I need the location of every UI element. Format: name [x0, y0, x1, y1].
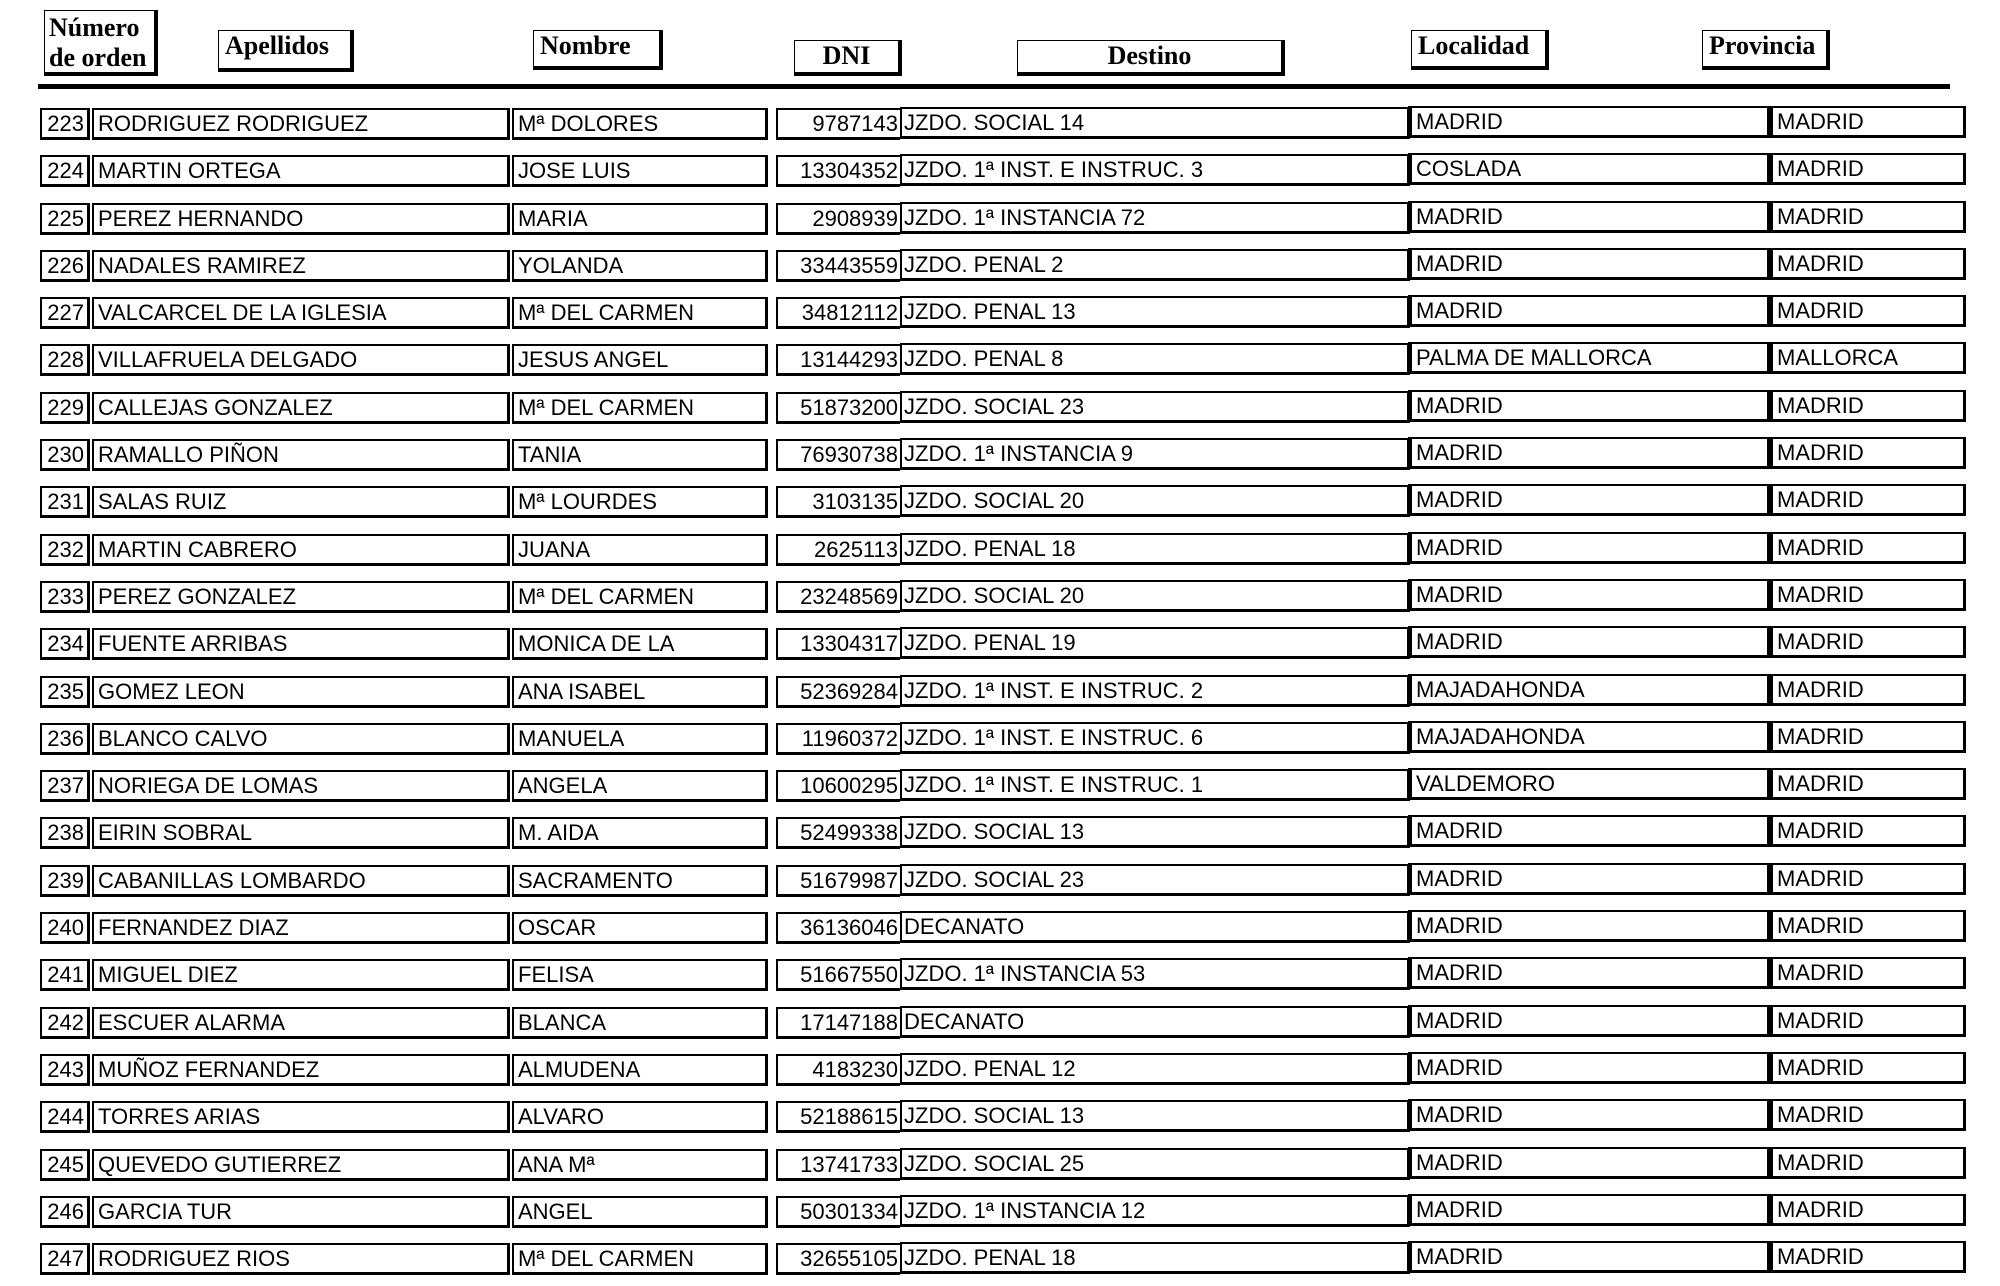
apellidos-cell: NORIEGA DE LOMAS	[92, 770, 510, 802]
table-row	[0, 482, 2000, 529]
nombre-cell: ALVARO	[512, 1101, 768, 1133]
table-row	[0, 199, 2000, 246]
dni-cell: 23248569	[776, 581, 900, 613]
table-row	[0, 388, 2000, 435]
nombre-cell: JESUS ANGEL	[512, 344, 768, 376]
localidad-cell: MADRID	[1408, 1099, 1770, 1131]
provincia-cell: MADRID	[1770, 484, 1966, 516]
destino-cell: JZDO. PENAL 19	[900, 627, 1410, 659]
provincia-cell: MADRID	[1770, 248, 1966, 280]
localidad-cell: MADRID	[1408, 579, 1770, 611]
nombre-cell: M. AIDA	[512, 817, 768, 849]
provincia-cell: MADRID	[1770, 1052, 1966, 1084]
header-rule	[38, 84, 1950, 89]
apellidos-cell: GARCIA TUR	[92, 1196, 510, 1228]
localidad-cell: MADRID	[1408, 815, 1770, 847]
row-number-cell: 231	[40, 486, 90, 518]
localidad-cell: MADRID	[1408, 532, 1770, 564]
table-row	[0, 813, 2000, 860]
row-number-cell: 234	[40, 628, 90, 660]
destino-cell: JZDO. PENAL 13	[900, 296, 1410, 328]
row-number-cell: 228	[40, 344, 90, 376]
provincia-cell: MADRID	[1770, 295, 1966, 327]
nombre-cell: ANA ISABEL	[512, 676, 768, 708]
table-row	[0, 1192, 2000, 1239]
destino-cell: JZDO. 1ª INST. E INSTRUC. 2	[900, 675, 1410, 707]
destino-cell: JZDO. PENAL 8	[900, 343, 1410, 375]
destino-cell: JZDO. SOCIAL 14	[900, 107, 1410, 139]
destino-cell: JZDO. PENAL 12	[900, 1053, 1410, 1085]
nombre-cell: Mª DOLORES	[512, 108, 768, 140]
row-number-cell: 240	[40, 912, 90, 944]
nombre-cell: Mª DEL CARMEN	[512, 1243, 768, 1275]
table-row	[0, 1097, 2000, 1144]
row-number-cell: 233	[40, 581, 90, 613]
row-number-cell: 232	[40, 534, 90, 566]
table-row	[0, 293, 2000, 340]
nombre-cell: ANGELA	[512, 770, 768, 802]
destino-cell: JZDO. SOCIAL 23	[900, 864, 1410, 896]
nombre-cell: JUANA	[512, 534, 768, 566]
localidad-cell: MADRID	[1408, 1147, 1770, 1179]
destino-cell: JZDO. PENAL 18	[900, 1242, 1410, 1274]
row-number-cell: 225	[40, 203, 90, 235]
dni-cell: 13304317	[776, 628, 900, 660]
localidad-cell: MADRID	[1408, 910, 1770, 942]
dni-cell: 33443559	[776, 250, 900, 282]
destino-cell: JZDO. 1ª INSTANCIA 72	[900, 202, 1410, 234]
localidad-cell: MADRID	[1408, 295, 1770, 327]
apellidos-cell: ESCUER ALARMA	[92, 1007, 510, 1039]
destino-cell: JZDO. SOCIAL 20	[900, 485, 1410, 517]
row-number-cell: 242	[40, 1007, 90, 1039]
nombre-cell: MONICA DE LA	[512, 628, 768, 660]
dni-cell: 51679987	[776, 865, 900, 897]
nombre-cell: BLANCA	[512, 1007, 768, 1039]
localidad-cell: MADRID	[1408, 437, 1770, 469]
dni-cell: 13144293	[776, 344, 900, 376]
table-row	[0, 1003, 2000, 1050]
apellidos-cell: MUÑOZ FERNANDEZ	[92, 1054, 510, 1086]
nombre-cell: YOLANDA	[512, 250, 768, 282]
destino-cell: JZDO. 1ª INST. E INSTRUC. 1	[900, 769, 1410, 801]
nombre-cell: ANA Mª	[512, 1149, 768, 1181]
table-row	[0, 1050, 2000, 1097]
table-row	[0, 624, 2000, 671]
localidad-cell: VALDEMORO	[1408, 768, 1770, 800]
apellidos-cell: SALAS RUIZ	[92, 486, 510, 518]
dni-cell: 34812112	[776, 297, 900, 329]
table-row	[0, 955, 2000, 1002]
provincia-cell: MADRID	[1770, 201, 1966, 233]
row-number-cell: 244	[40, 1101, 90, 1133]
row-number-cell: 239	[40, 865, 90, 897]
nombre-cell: MARIA	[512, 203, 768, 235]
nombre-cell: OSCAR	[512, 912, 768, 944]
localidad-cell: MADRID	[1408, 957, 1770, 989]
dni-cell: 51873200	[776, 392, 900, 424]
dni-cell: 2908939	[776, 203, 900, 235]
dni-cell: 11960372	[776, 723, 900, 755]
table-row	[0, 340, 2000, 387]
table-row	[0, 577, 2000, 624]
destino-cell: JZDO. 1ª INST. E INSTRUC. 6	[900, 722, 1410, 754]
table-row	[0, 719, 2000, 766]
dni-cell: 13741733	[776, 1149, 900, 1181]
provincia-cell: MADRID	[1770, 437, 1966, 469]
dni-cell: 4183230	[776, 1054, 900, 1086]
provincia-cell: MADRID	[1770, 390, 1966, 422]
header-destino: Destino	[1017, 40, 1285, 76]
destino-cell: DECANATO	[900, 911, 1410, 943]
dni-cell: 36136046	[776, 912, 900, 944]
table-body	[0, 104, 2000, 1286]
header-numero-line1: Número	[49, 13, 140, 42]
table-row	[0, 104, 2000, 151]
apellidos-cell: MARTIN CABRERO	[92, 534, 510, 566]
localidad-cell: MAJADAHONDA	[1408, 674, 1770, 706]
destino-cell: JZDO. 1ª INSTANCIA 53	[900, 958, 1410, 990]
nombre-cell: Mª LOURDES	[512, 486, 768, 518]
provincia-cell: MADRID	[1770, 957, 1966, 989]
localidad-cell: COSLADA	[1408, 153, 1770, 185]
row-number-cell: 237	[40, 770, 90, 802]
localidad-cell: MADRID	[1408, 626, 1770, 658]
nombre-cell: JOSE LUIS	[512, 155, 768, 187]
nombre-cell: ALMUDENA	[512, 1054, 768, 1086]
dni-cell: 10600295	[776, 770, 900, 802]
dni-cell: 52188615	[776, 1101, 900, 1133]
apellidos-cell: RAMALLO PIÑON	[92, 439, 510, 471]
provincia-cell: MADRID	[1770, 153, 1966, 185]
nombre-cell: Mª DEL CARMEN	[512, 581, 768, 613]
apellidos-cell: PEREZ GONZALEZ	[92, 581, 510, 613]
dni-cell: 9787143	[776, 108, 900, 140]
apellidos-cell: FERNANDEZ DIAZ	[92, 912, 510, 944]
dni-cell: 52499338	[776, 817, 900, 849]
provincia-cell: MADRID	[1770, 1147, 1966, 1179]
apellidos-cell: MARTIN ORTEGA	[92, 155, 510, 187]
dni-cell: 76930738	[776, 439, 900, 471]
destino-cell: JZDO. 1ª INSTANCIA 12	[900, 1195, 1410, 1227]
row-number-cell: 241	[40, 959, 90, 991]
localidad-cell: MADRID	[1408, 484, 1770, 516]
header-nombre: Nombre	[533, 30, 663, 70]
table-row	[0, 908, 2000, 955]
table-row	[0, 861, 2000, 908]
dni-cell: 51667550	[776, 959, 900, 991]
table-row	[0, 672, 2000, 719]
provincia-cell: MADRID	[1770, 579, 1966, 611]
header-dni: DNI	[794, 40, 902, 76]
row-number-cell: 227	[40, 297, 90, 329]
provincia-cell: MADRID	[1770, 721, 1966, 753]
provincia-cell: MADRID	[1770, 532, 1966, 564]
header-localidad: Localidad	[1411, 30, 1549, 70]
destino-cell: JZDO. 1ª INST. E INSTRUC. 3	[900, 154, 1410, 186]
header-apellidos: Apellidos	[218, 30, 354, 72]
apellidos-cell: VALCARCEL DE LA IGLESIA	[92, 297, 510, 329]
localidad-cell: MADRID	[1408, 1052, 1770, 1084]
apellidos-cell: BLANCO CALVO	[92, 723, 510, 755]
apellidos-cell: FUENTE ARRIBAS	[92, 628, 510, 660]
apellidos-cell: EIRIN SOBRAL	[92, 817, 510, 849]
nombre-cell: MANUELA	[512, 723, 768, 755]
table-row	[0, 1239, 2000, 1286]
nombre-cell: SACRAMENTO	[512, 865, 768, 897]
apellidos-cell: TORRES ARIAS	[92, 1101, 510, 1133]
provincia-cell: MADRID	[1770, 863, 1966, 895]
apellidos-cell: VILLAFRUELA DELGADO	[92, 344, 510, 376]
localidad-cell: MADRID	[1408, 390, 1770, 422]
apellidos-cell: RODRIGUEZ RODRIGUEZ	[92, 108, 510, 140]
row-number-cell: 224	[40, 155, 90, 187]
nombre-cell: FELISA	[512, 959, 768, 991]
dni-cell: 32655105	[776, 1243, 900, 1275]
dni-cell: 2625113	[776, 534, 900, 566]
nombre-cell: ANGEL	[512, 1196, 768, 1228]
row-number-cell: 236	[40, 723, 90, 755]
destino-cell: DECANATO	[900, 1006, 1410, 1038]
apellidos-cell: CABANILLAS LOMBARDO	[92, 865, 510, 897]
table-row	[0, 151, 2000, 198]
localidad-cell: MADRID	[1408, 248, 1770, 280]
nombre-cell: Mª DEL CARMEN	[512, 392, 768, 424]
provincia-cell: MADRID	[1770, 1194, 1966, 1226]
destino-cell: JZDO. SOCIAL 13	[900, 816, 1410, 848]
provincia-cell: MADRID	[1770, 626, 1966, 658]
apellidos-cell: NADALES RAMIREZ	[92, 250, 510, 282]
localidad-cell: MADRID	[1408, 106, 1770, 138]
table-row	[0, 435, 2000, 482]
dni-cell: 13304352	[776, 155, 900, 187]
destino-cell: JZDO. 1ª INSTANCIA 9	[900, 438, 1410, 470]
row-number-cell: 238	[40, 817, 90, 849]
provincia-cell: MADRID	[1770, 768, 1966, 800]
dni-cell: 17147188	[776, 1007, 900, 1039]
provincia-cell: MADRID	[1770, 815, 1966, 847]
localidad-cell: MADRID	[1408, 1194, 1770, 1226]
row-number-cell: 246	[40, 1196, 90, 1228]
dni-cell: 52369284	[776, 676, 900, 708]
apellidos-cell: RODRIGUEZ RIOS	[92, 1243, 510, 1275]
destino-cell: JZDO. SOCIAL 13	[900, 1100, 1410, 1132]
localidad-cell: PALMA DE MALLORCA	[1408, 342, 1770, 374]
destino-cell: JZDO. SOCIAL 25	[900, 1148, 1410, 1180]
destino-cell: JZDO. SOCIAL 23	[900, 391, 1410, 423]
localidad-cell: MADRID	[1408, 1005, 1770, 1037]
apellidos-cell: MIGUEL DIEZ	[92, 959, 510, 991]
provincia-cell: MADRID	[1770, 674, 1966, 706]
header-provincia: Provincia	[1702, 30, 1830, 70]
destino-cell: JZDO. PENAL 2	[900, 249, 1410, 281]
table-row	[0, 246, 2000, 293]
apellidos-cell: GOMEZ LEON	[92, 676, 510, 708]
provincia-cell: MADRID	[1770, 106, 1966, 138]
localidad-cell: MADRID	[1408, 863, 1770, 895]
localidad-cell: MADRID	[1408, 201, 1770, 233]
provincia-cell: MADRID	[1770, 1099, 1966, 1131]
nombre-cell: Mª DEL CARMEN	[512, 297, 768, 329]
table-row	[0, 530, 2000, 577]
header-numero-line2: de orden	[49, 43, 147, 72]
provincia-cell: MADRID	[1770, 910, 1966, 942]
table-row	[0, 1145, 2000, 1192]
localidad-cell: MAJADAHONDA	[1408, 721, 1770, 753]
localidad-cell: MADRID	[1408, 1241, 1770, 1273]
row-number-cell: 243	[40, 1054, 90, 1086]
provincia-cell: MADRID	[1770, 1005, 1966, 1037]
dni-cell: 3103135	[776, 486, 900, 518]
nombre-cell: TANIA	[512, 439, 768, 471]
row-number-cell: 223	[40, 108, 90, 140]
row-number-cell: 230	[40, 439, 90, 471]
row-number-cell: 229	[40, 392, 90, 424]
dni-cell: 50301334	[776, 1196, 900, 1228]
apellidos-cell: CALLEJAS GONZALEZ	[92, 392, 510, 424]
apellidos-cell: PEREZ HERNANDO	[92, 203, 510, 235]
row-number-cell: 247	[40, 1243, 90, 1275]
provincia-cell: MALLORCA	[1770, 342, 1966, 374]
row-number-cell: 245	[40, 1149, 90, 1181]
apellidos-cell: QUEVEDO GUTIERREZ	[92, 1149, 510, 1181]
header-numero-de-orden	[44, 10, 158, 76]
destino-cell: JZDO. PENAL 18	[900, 533, 1410, 565]
row-number-cell: 235	[40, 676, 90, 708]
provincia-cell: MADRID	[1770, 1241, 1966, 1273]
row-number-cell: 226	[40, 250, 90, 282]
table-row	[0, 766, 2000, 813]
destino-cell: JZDO. SOCIAL 20	[900, 580, 1410, 612]
